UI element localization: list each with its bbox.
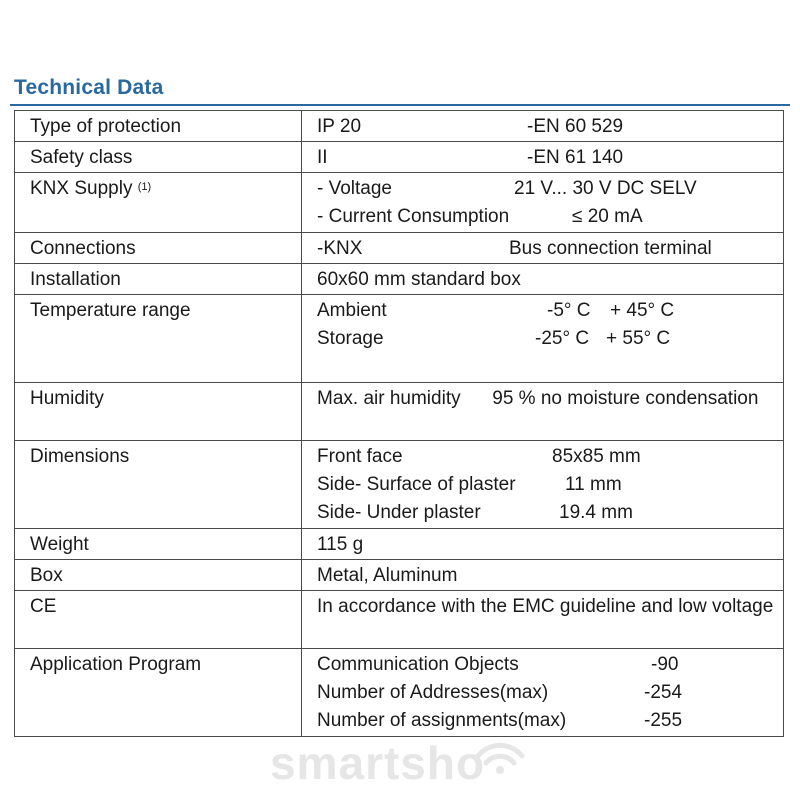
protection-standard: -EN 60 529: [527, 116, 624, 137]
row-value: [302, 649, 784, 737]
row-value: [302, 295, 784, 383]
table-row: [15, 591, 784, 649]
table-row: [15, 142, 784, 173]
row-label: Connections: [15, 233, 302, 264]
under-plaster-value: 19.4 mm: [559, 502, 633, 523]
row-label: Weight: [15, 529, 302, 560]
row-label: Safety class: [15, 142, 302, 173]
table-row: [15, 264, 784, 295]
table-row: [15, 233, 784, 264]
table-row: [15, 649, 784, 737]
ambient-min: -5° C: [547, 300, 591, 321]
safety-standard: -EN 61 140: [527, 147, 624, 168]
surface-value: 11 mm: [565, 474, 622, 495]
knx-supply-label: KNX Supply: [30, 178, 133, 199]
safety-value: II: [317, 147, 328, 168]
row-value: Max. air humidity 95 % no moisture condensation: [302, 383, 784, 441]
assignments-value: -255: [644, 710, 683, 731]
ambient-max: + 45° C: [610, 300, 675, 321]
storage-max: + 55° C: [606, 328, 671, 349]
table-row: [15, 295, 784, 383]
row-value: [302, 111, 784, 142]
page-title: Technical Data: [14, 76, 164, 99]
assignments-label: Number of assignments(max): [317, 710, 567, 731]
ambient-label: Ambient: [317, 300, 387, 321]
current-label: - Current Consumption: [317, 206, 510, 227]
row-value: In accordance with the EMC guideline and low voltage: [302, 591, 784, 649]
row-value: [302, 173, 784, 233]
row-value: Metal, Aluminum: [302, 560, 784, 591]
row-label: CE: [15, 591, 302, 649]
connections-detail: Bus connection terminal: [509, 238, 712, 259]
row-label: Temperature range: [15, 295, 302, 383]
objects-value: -90: [651, 654, 679, 675]
front-face-value: 85x85 mm: [552, 446, 641, 467]
current-value: ≤ 20 mA: [572, 206, 643, 227]
row-label: Box: [15, 560, 302, 591]
table-row: [15, 173, 784, 233]
row-label: Application Program: [15, 649, 302, 737]
protection-value: IP 20: [317, 116, 362, 137]
addresses-label: Number of Addresses(max): [317, 682, 549, 703]
row-value: [302, 441, 784, 529]
storage-label: Storage: [317, 328, 384, 349]
table-row: [15, 529, 784, 560]
row-label: Dimensions: [15, 441, 302, 529]
wifi-icon: [470, 734, 530, 774]
connections-value: -KNX: [317, 238, 363, 259]
storage-min: -25° C: [535, 328, 590, 349]
row-value: [302, 233, 784, 264]
row-value: 115 g: [302, 529, 784, 560]
technical-data-table: [14, 110, 784, 737]
row-label: Humidity: [15, 383, 302, 441]
objects-label: Communication Objects: [317, 654, 519, 675]
surface-label: Side- Surface of plaster: [317, 474, 516, 495]
voltage-label: - Voltage: [317, 178, 392, 199]
footnote-marker: (1): [137, 181, 152, 193]
row-value: 60x60 mm standard box: [302, 264, 784, 295]
row-value: [302, 142, 784, 173]
under-plaster-label: Side- Under plaster: [317, 502, 481, 523]
addresses-value: -254: [644, 682, 683, 703]
watermark-text: smartsho: [270, 737, 486, 789]
table-row: [15, 383, 784, 441]
row-label: Installation: [15, 264, 302, 295]
title-underline: [10, 104, 790, 106]
front-face-label: Front face: [317, 446, 403, 467]
table-row: [15, 441, 784, 529]
table-row: [15, 560, 784, 591]
row-label: Type of protection: [15, 111, 302, 142]
table-row: [15, 111, 784, 142]
row-label: [15, 173, 302, 233]
voltage-value: 21 V... 30 V DC SELV: [514, 178, 697, 199]
